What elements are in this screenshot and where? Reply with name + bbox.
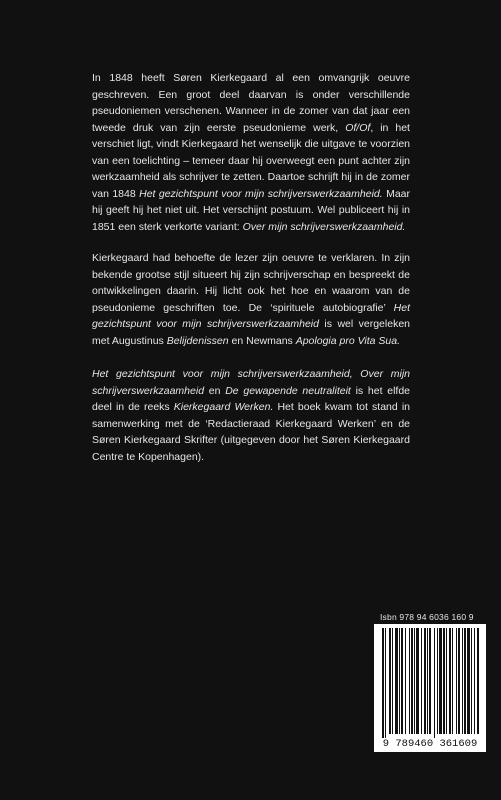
barcode-digits-text: 9 789460 361609 xyxy=(382,738,478,750)
barcode-bar xyxy=(382,628,384,740)
barcode-bar xyxy=(405,628,406,734)
barcode-bar xyxy=(464,628,466,734)
barcode-bar xyxy=(416,628,419,734)
barcode-bar xyxy=(449,628,451,734)
p3-text-2: is het elfde deel in de reeks xyxy=(92,384,410,413)
p3-italic-2: De gewapende neutraliteit xyxy=(225,384,351,397)
p1-italic-2: Het gezichtspunt voor mijn schrijverswerkzaamheid. xyxy=(139,187,383,200)
p3-italic-1: Het gezichtspunt voor mijn schrijverswerkzaamheid, Over mijn schrijverswerkzaamheid xyxy=(92,368,410,397)
p2-italic-2: Belijdenissen xyxy=(166,334,229,347)
p2-italic-1: Het gezichtspunt voor mijn schrijverswerkzaamheid xyxy=(92,301,410,330)
barcode-bar xyxy=(421,628,422,734)
barcode-bar xyxy=(385,628,386,740)
barcode-digits xyxy=(374,738,486,750)
p3-italic-3: Kierkegaard Werken. xyxy=(173,401,274,413)
p2-text-1: Kierkegaard had behoefte de lezer zijn oeuvre te verklaren. In zijn bekende grootse stijl situeert hij zijn schrijverschap en bespreekt de ontwikkelingen daarin. Hij licht ook het hoe en waarom van de pseudonieme geschriften toe. De ‘spirituele autobiografie’ xyxy=(92,252,410,314)
p1-text-3: Maar hij geeft hij het niet uit. Het verschijnt postuum. Wel publiceert hij in 1851 een sterk verkorte variant: xyxy=(92,187,411,233)
barcode-bar xyxy=(474,628,475,734)
barcode-bar xyxy=(439,628,442,734)
p3-text-3: Het boek kwam tot stand in samenwerking met de ‘Redactieraad Kierkegaard Werken’ en de Søren Kierkegaard Skrifter (uitgegeven door het Søren Kierkegaard Centre te Kopenhagen). xyxy=(92,401,410,463)
barcode-bar xyxy=(392,628,393,734)
p3-text-1: en xyxy=(204,384,226,397)
barcode-bar xyxy=(462,628,463,734)
barcode-bar xyxy=(395,628,398,734)
barcode-bar xyxy=(477,628,479,734)
blurb-paragraph-2 xyxy=(92,250,410,349)
barcode-bar xyxy=(389,628,391,734)
p2-text-2: is wel vergeleken met Augustinus xyxy=(92,318,410,347)
barcode xyxy=(374,624,486,752)
barcode-bar xyxy=(424,628,426,734)
barcode-bar xyxy=(467,628,470,734)
barcode-bar xyxy=(434,628,435,740)
barcode-bar xyxy=(429,628,431,734)
barcode-bar xyxy=(399,628,400,734)
p1-italic-1: Of/Of xyxy=(345,121,371,134)
p1-text-1: In 1848 heeft Søren Kierkegaard al een omvangrijk oeuvre geschreven. Een groot deel daarvan is onder verschillende pseudoniemen verschenen. Wanneer in de zomer van dat jaar een tweede druk van zijn eerste pseudonieme werk, xyxy=(92,72,410,134)
barcode-bar xyxy=(437,628,438,734)
p1-text-2: , in het verschiet ligt, vindt Kierkegaard het wenselijk die uitgave te voorzien van een toelichting – temeer daar hij overweegt een punt achter zijn werkzaamheid als schrijver te zetten. Daartoe schrijft hij in de zomer van 1848 xyxy=(92,121,410,200)
p2-text-3: en Newmans xyxy=(228,334,296,347)
barcode-bar xyxy=(401,628,403,734)
barcode-bar xyxy=(414,628,415,734)
barcode-bar xyxy=(443,628,445,734)
barcode-bar xyxy=(409,628,410,734)
barcode-bars xyxy=(374,624,486,752)
barcode-bar xyxy=(458,628,460,734)
p1-italic-3: Over mijn schrijverswerkzaamheid. xyxy=(242,220,406,233)
barcode-bar xyxy=(446,628,447,734)
barcode-bar xyxy=(411,628,413,734)
isbn-label: Isbn 978 94 6036 160 9 xyxy=(380,612,474,622)
barcode-bar xyxy=(452,628,453,734)
barcode-bar xyxy=(471,628,472,734)
barcode-bar xyxy=(456,628,457,734)
p2-italic-3: Apologia pro Vita Sua. xyxy=(295,334,401,347)
blurb-paragraph-1 xyxy=(92,70,410,235)
blurb-paragraph-3 xyxy=(92,366,410,465)
barcode-bar xyxy=(427,628,428,734)
